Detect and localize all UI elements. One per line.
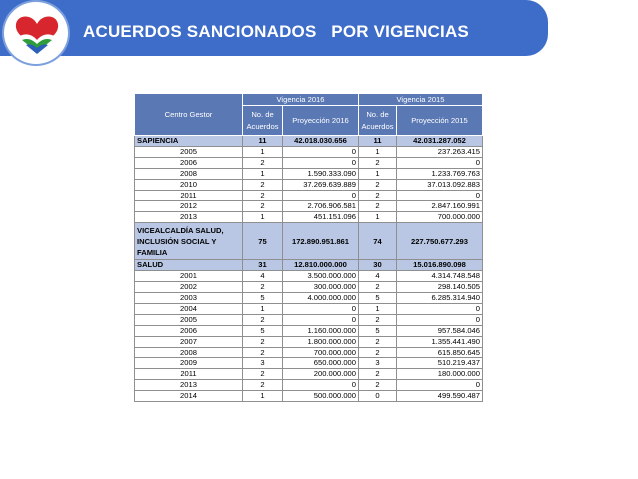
proyeccion-2016-cell: 451.151.096 (283, 212, 359, 223)
acuerdos-2016-cell: 4 (243, 271, 283, 282)
year-cell: 2007 (135, 336, 243, 347)
group-acuerdos-2016-cell: 11 (243, 136, 283, 147)
proyeccion-2015-cell: 0 (397, 314, 483, 325)
acuerdos-2015-cell: 2 (359, 369, 397, 380)
year-cell: 2014 (135, 391, 243, 402)
header-no-acuerdos-2015: No. de Acuerdos (359, 106, 397, 136)
table-row (135, 271, 483, 282)
table-row (135, 146, 483, 157)
header-no-acuerdos-2016: No. de Acuerdos (243, 106, 283, 136)
acuerdos-2015-cell: 2 (359, 336, 397, 347)
acuerdos-2016-cell: 2 (243, 201, 283, 212)
proyeccion-2016-cell: 1.590.333.090 (283, 168, 359, 179)
group-name-cell: SAPIENCIA (135, 136, 243, 147)
table-row (135, 347, 483, 358)
proyeccion-2015-cell: 237.263.415 (397, 146, 483, 157)
proyeccion-2016-cell: 0 (283, 314, 359, 325)
acuerdos-2016-cell: 5 (243, 292, 283, 303)
table-row (135, 358, 483, 369)
acuerdos-2016-cell: 2 (243, 282, 283, 293)
proyeccion-2015-cell: 4.314.748.548 (397, 271, 483, 282)
proyeccion-2015-cell: 6.285.314.940 (397, 292, 483, 303)
acuerdos-2015-cell: 1 (359, 212, 397, 223)
group-proyeccion-2016-cell: 172.890.951.861 (283, 223, 359, 260)
acuerdos-2015-cell: 1 (359, 168, 397, 179)
acuerdos-2015-cell: 4 (359, 271, 397, 282)
header-proyeccion-2016: Proyección 2016 (283, 106, 359, 136)
group-proyeccion-2016-cell: 12.810.000.000 (283, 260, 359, 271)
acuerdos-2015-cell: 2 (359, 282, 397, 293)
table-row (135, 391, 483, 402)
group-acuerdos-2015-cell: 30 (359, 260, 397, 271)
proyeccion-2015-cell: 37.013.092.883 (397, 179, 483, 190)
table-row (135, 212, 483, 223)
table-row (135, 380, 483, 391)
table-body (135, 136, 483, 402)
proyeccion-2015-cell: 1.233.769.763 (397, 168, 483, 179)
acuerdos-2015-cell: 2 (359, 201, 397, 212)
group-proyeccion-2015-cell: 227.750.677.293 (397, 223, 483, 260)
acuerdos-2015-cell: 5 (359, 292, 397, 303)
year-cell: 2008 (135, 168, 243, 179)
acuerdos-2015-cell: 2 (359, 157, 397, 168)
page-title: ACUERDOS SANCIONADOS POR VIGENCIAS (83, 22, 469, 41)
proyeccion-2016-cell: 0 (283, 146, 359, 157)
proyeccion-2015-cell: 700.000.000 (397, 212, 483, 223)
year-cell: 2002 (135, 282, 243, 293)
year-cell: 2012 (135, 201, 243, 212)
proyeccion-2015-cell: 0 (397, 303, 483, 314)
acuerdos-2016-cell: 2 (243, 380, 283, 391)
proyeccion-2016-cell: 0 (283, 157, 359, 168)
year-cell: 2003 (135, 292, 243, 303)
year-cell: 2004 (135, 303, 243, 314)
year-cell: 2011 (135, 190, 243, 201)
year-cell: 2008 (135, 347, 243, 358)
proyeccion-2015-cell: 298.140.505 (397, 282, 483, 293)
acuerdos-2015-cell: 2 (359, 190, 397, 201)
table-row (135, 303, 483, 314)
proyeccion-2015-cell: 499.590.487 (397, 391, 483, 402)
acuerdos-2016-cell: 1 (243, 146, 283, 157)
proyeccion-2015-cell: 2.847.160.991 (397, 201, 483, 212)
proyeccion-2016-cell: 4.000.000.000 (283, 292, 359, 303)
year-cell: 2009 (135, 358, 243, 369)
proyeccion-2016-cell: 0 (283, 303, 359, 314)
acuerdos-2016-cell: 2 (243, 190, 283, 201)
acuerdos-2015-cell: 2 (359, 380, 397, 391)
table-row (135, 168, 483, 179)
acuerdos-2016-cell: 1 (243, 168, 283, 179)
table-row (135, 336, 483, 347)
proyeccion-2016-cell: 0 (283, 380, 359, 391)
header-proyeccion-2015: Proyección 2015 (397, 106, 483, 136)
group-proyeccion-2015-cell: 15.016.890.098 (397, 260, 483, 271)
table-row (135, 292, 483, 303)
group-acuerdos-2016-cell: 75 (243, 223, 283, 260)
table-row (135, 179, 483, 190)
group-acuerdos-2015-cell: 11 (359, 136, 397, 147)
group-proyeccion-2016-cell: 42.018.030.656 (283, 136, 359, 147)
acuerdos-2016-cell: 2 (243, 314, 283, 325)
proyeccion-2016-cell: 1.800.000.000 (283, 336, 359, 347)
acuerdos-table (134, 93, 483, 402)
proyeccion-2016-cell: 0 (283, 190, 359, 201)
acuerdos-2016-cell: 1 (243, 212, 283, 223)
acuerdos-2016-cell: 3 (243, 358, 283, 369)
proyeccion-2015-cell: 510.219.437 (397, 358, 483, 369)
table-row (135, 201, 483, 212)
logo (2, 0, 70, 66)
group-proyeccion-2015-cell: 42.031.287.052 (397, 136, 483, 147)
acuerdos-2015-cell: 1 (359, 303, 397, 314)
header-vigencia-2015: Vigencia 2015 (359, 94, 483, 106)
group-row (135, 260, 483, 271)
year-cell: 2006 (135, 325, 243, 336)
year-cell: 2005 (135, 314, 243, 325)
heart-logo-icon (10, 10, 64, 58)
proyeccion-2016-cell: 500.000.000 (283, 391, 359, 402)
proyeccion-2015-cell: 0 (397, 157, 483, 168)
proyeccion-2015-cell: 615.850.645 (397, 347, 483, 358)
acuerdos-2015-cell: 2 (359, 347, 397, 358)
acuerdos-2016-cell: 2 (243, 336, 283, 347)
table-row (135, 314, 483, 325)
table-row (135, 325, 483, 336)
header-vigencia-2016: Vigencia 2016 (243, 94, 359, 106)
title-banner (0, 0, 548, 56)
year-cell: 2006 (135, 157, 243, 168)
proyeccion-2016-cell: 37.269.639.889 (283, 179, 359, 190)
group-row (135, 223, 483, 260)
proyeccion-2016-cell: 700.000.000 (283, 347, 359, 358)
group-name-cell: VICEALCALDÍA SALUD, INCLUSIÓN SOCIAL Y FAMILIA (135, 223, 243, 260)
year-cell: 2011 (135, 369, 243, 380)
acuerdos-2015-cell: 2 (359, 314, 397, 325)
acuerdos-2015-cell: 5 (359, 325, 397, 336)
proyeccion-2015-cell: 0 (397, 190, 483, 201)
acuerdos-2015-cell: 2 (359, 179, 397, 190)
acuerdos-table-container (134, 93, 482, 402)
proyeccion-2015-cell: 180.000.000 (397, 369, 483, 380)
table-row (135, 190, 483, 201)
acuerdos-2016-cell: 2 (243, 347, 283, 358)
year-cell: 2013 (135, 380, 243, 391)
proyeccion-2015-cell: 957.584.046 (397, 325, 483, 336)
proyeccion-2016-cell: 3.500.000.000 (283, 271, 359, 282)
year-cell: 2010 (135, 179, 243, 190)
proyeccion-2016-cell: 650.000.000 (283, 358, 359, 369)
proyeccion-2016-cell: 200.000.000 (283, 369, 359, 380)
table-row (135, 282, 483, 293)
proyeccion-2016-cell: 300.000.000 (283, 282, 359, 293)
year-cell: 2013 (135, 212, 243, 223)
acuerdos-2016-cell: 2 (243, 369, 283, 380)
group-name-cell: SALUD (135, 260, 243, 271)
proyeccion-2015-cell: 1.355.441.490 (397, 336, 483, 347)
group-row (135, 136, 483, 147)
acuerdos-2016-cell: 2 (243, 179, 283, 190)
header-centro-gestor: Centro Gestor (135, 94, 243, 136)
acuerdos-2015-cell: 0 (359, 391, 397, 402)
proyeccion-2016-cell: 2.706.906.581 (283, 201, 359, 212)
acuerdos-2015-cell: 1 (359, 146, 397, 157)
table-row (135, 157, 483, 168)
acuerdos-2016-cell: 2 (243, 157, 283, 168)
group-acuerdos-2016-cell: 31 (243, 260, 283, 271)
proyeccion-2015-cell: 0 (397, 380, 483, 391)
year-cell: 2005 (135, 146, 243, 157)
acuerdos-2015-cell: 3 (359, 358, 397, 369)
acuerdos-2016-cell: 1 (243, 391, 283, 402)
acuerdos-2016-cell: 5 (243, 325, 283, 336)
table-row (135, 369, 483, 380)
year-cell: 2001 (135, 271, 243, 282)
proyeccion-2016-cell: 1.160.000.000 (283, 325, 359, 336)
group-acuerdos-2015-cell: 74 (359, 223, 397, 260)
acuerdos-2016-cell: 1 (243, 303, 283, 314)
